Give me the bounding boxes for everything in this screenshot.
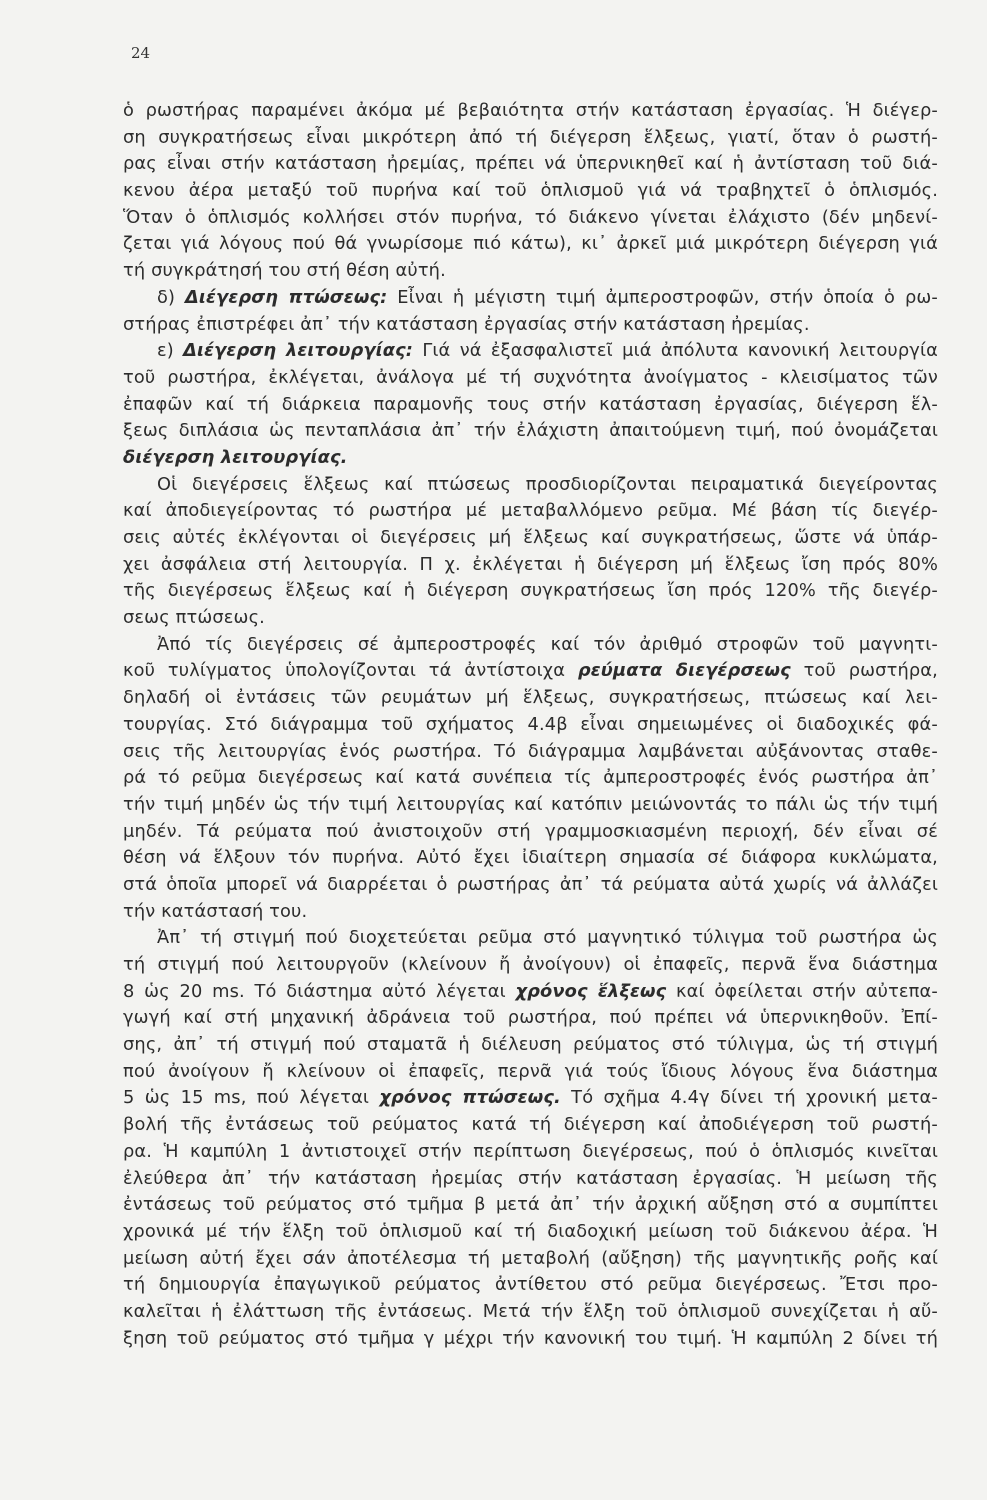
text-run: τουργίας. Στό διάγραμμα τοῦ σχήματος 4.4β εἶναι σημειωμένες οἱ διαδοχικές φά-	[123, 713, 938, 735]
text-run: ἐντάσεως τοῦ ρεύματος στό τμῆμα β μετά ἀπ᾿ τήν ἀρχική αὔξηση στό α συμπίπτει	[123, 1194, 938, 1216]
term-emphasis: χρόνος πτώσεως.	[379, 1087, 561, 1109]
term-emphasis: ρεύματα διεγέρσεως	[577, 660, 791, 682]
text-line	[123, 605, 938, 632]
text-run: πού ἀνοίγουν ἤ κλείνουν οἱ ἐπαφεῖς, περνᾶ γιά τούς ἴδιους λόγους ἕνα διάστημα	[123, 1060, 938, 1082]
text-run: καί ὀφείλεται στήν αὐτεπα-	[666, 980, 938, 1002]
text-line	[123, 685, 938, 712]
text-line	[123, 418, 938, 445]
term-emphasis: Διέγερση πτώσεως:	[185, 286, 388, 308]
text-line	[123, 632, 938, 659]
text-line	[123, 1272, 938, 1299]
text-run: Ἀπ᾿ τή στιγμή πού διοχετεύεται ρεῦμα στό μαγνητικό τύλιγμα τοῦ ρωστήρα ὡς	[157, 927, 938, 949]
text-line	[123, 1166, 938, 1193]
text-line	[123, 151, 938, 178]
text-run: ρά τό ρεῦμα διεγέρσεως καί κατά συνέπεια τίς ἀμπεροστροφές ἑνός ρωστήρα ἀπ᾿	[123, 767, 938, 789]
text-line	[123, 658, 938, 685]
text-run: θέση νά ἕλξουν τόν πυρήνα. Αὐτό ἔχει ἰδιαίτερη σημασία σέ διάφορα κυκλώματα,	[123, 847, 938, 869]
text-run: ὁ ρωστήρας παραμένει ἀκόμα μέ βεβαιότητα στήν κατάσταση ἐργασίας. Ἡ διέγερ-	[123, 100, 938, 121]
text-line	[123, 845, 938, 872]
text-run: στήρας ἐπιστρέφει ἀπ᾿ τήν κατάσταση ἐργασίας στήν κατάσταση ἠρεμίας.	[123, 313, 810, 335]
text-run: καί ἀποδιεγείροντας τό ρωστήρα μέ μεταβαλλόμενο ρεῦμα. Μέ βάση τίς διεγέρ-	[123, 500, 938, 522]
text-line	[123, 338, 938, 365]
text-run: τή στιγμή πού λειτουργοῦν (κλείνουν ἤ ἀνοίγουν) οἱ ἐπαφεῖς, περνᾶ ἕνα διάστημα	[123, 954, 938, 975]
text-run: ἐλεύθερα ἀπ᾿ τήν κατάσταση ἠρεμίας στήν κατάσταση ἐργασίας. Ἡ μείωση τῆς	[123, 1167, 938, 1189]
text-run: Γιά νά ἐξασφαλιστεῖ μιά ἀπόλυτα κανονική λειτουργία	[413, 340, 938, 362]
text-run: Εἶναι ἡ μέγιστη τιμή ἀμπεροστροφῶν, στήν ὁποία ὁ ρω-	[387, 286, 938, 308]
text-line	[123, 952, 938, 979]
text-run: τήν τιμή μηδέν ὡς τήν τιμή λειτουργίας καί κατόπιν μειώνοντάς το πάλι ὡς τήν τιμή	[123, 793, 938, 815]
text-run: σεις αὐτές ἐκλέγονται οἱ διεγέρσεις μή ἕλξεως καί συγκρατήσεως, ὥστε νά ὑπάρ-	[123, 527, 938, 548]
text-line	[123, 899, 938, 926]
text-line	[123, 1085, 938, 1112]
text-run: σης, ἀπ᾿ τή στιγμή πού σταματᾶ ἡ διέλευση ρεύματος στό τύλιγμα, ὡς τή στιγμή	[123, 1034, 938, 1056]
text-line	[123, 1032, 938, 1059]
body-text	[123, 98, 938, 1352]
text-line	[123, 472, 938, 499]
text-line	[123, 712, 938, 739]
text-line	[123, 739, 938, 766]
text-line	[123, 365, 938, 392]
text-run: 8 ὡς 20 ms. Τό διάστημα αὐτό λέγεται	[123, 980, 516, 1002]
text-line	[123, 1299, 938, 1326]
term-emphasis: Διέγερση λειτουργίας:	[183, 340, 414, 362]
text-line	[123, 578, 938, 605]
text-run: ἐπαφῶν καί τή διάρκεια παραμονῆς τους στήν κατάσταση ἐργασίας, διέγερση ἕλ-	[123, 393, 938, 415]
text-run: βολή τῆς ἐντάσεως τοῦ ρεύματος κατά τή διέγερση καί ἀποδιέγερση τοῦ ρωστή-	[123, 1114, 938, 1136]
text-run: τῆς διεγέρσεως ἕλξεως καί ἡ διέγερση συγκρατήσεως ἴση πρός 120% τῆς διεγέρ-	[123, 580, 938, 602]
text-line	[123, 1219, 938, 1246]
text-run: Ἀπό τίς διεγέρσεις σέ ἀμπεροστροφές καί τόν ἀριθμό στροφῶν τοῦ μαγνητι-	[157, 633, 938, 655]
text-run: χρονικά μέ τήν ἕλξη τοῦ ὁπλισμοῦ καί τή διαδοχική μείωση τοῦ διάκενου ἀέρα. Ἡ	[123, 1220, 938, 1242]
text-run: στά ὁποῖα μπορεῖ νά διαρρέεται ὁ ρωστήρας ἀπ᾿ τά ρεύματα αὐτά χωρίς νά ἀλλάζει	[123, 873, 938, 895]
text-line	[123, 1139, 938, 1166]
text-run: γωγή καί στή μηχανική ἀδράνεια τοῦ ρωστήρα, πού πρέπει νά ὑπερνικηθοῦν. Ἐπί-	[123, 1007, 938, 1029]
term-emphasis: διέγερση λειτουργίας.	[123, 446, 348, 468]
text-run: σεως πτώσεως.	[123, 607, 265, 629]
text-run: Ὅταν ὁ ὁπλισμός κολλήσει στόν πυρήνα, τό διάκενο γίνεται ἐλάχιστο (δέν μηδενί-	[123, 206, 938, 228]
text-run: δ)	[157, 286, 186, 308]
text-line	[123, 872, 938, 899]
text-line	[123, 392, 938, 419]
text-run: 5 ὡς 15 ms, πού λέγεται	[123, 1087, 380, 1109]
text-run: μηδέν. Τά ρεύματα πού ἀνιστοιχοῦν στή γραμμοσκιασμένη περιοχή, δέν εἶναι σέ	[123, 820, 938, 842]
text-run: ξηση τοῦ ρεύματος στό τμῆμα γ μέχρι τήν κανονική του τιμή. Ἡ καμπύλη 2 δίνει τή	[123, 1327, 938, 1349]
text-run: τοῦ ρωστήρα, ἐκλέγεται, ἀνάλογα μέ τή συχνότητα ἀνοίγματος - κλεισίματος τῶν	[123, 366, 938, 388]
text-line	[123, 1059, 938, 1086]
text-line	[123, 231, 938, 258]
text-line	[123, 125, 938, 152]
text-run: τοῦ ρωστήρα,	[790, 660, 938, 682]
text-line	[123, 178, 938, 205]
text-run: ρα. Ἡ καμπύλη 1 ἀντιστοιχεῖ στήν περίπτωση διεγέρσεως, πού ὁ ὁπλισμός κινεῖται	[123, 1140, 938, 1162]
term-emphasis: χρόνος ἕλξεως	[515, 980, 667, 1002]
text-run: τή συγκράτησή του στή θέση αὐτή.	[123, 260, 446, 282]
text-run: ζεται γιά λόγους πού θά γνωρίσομε πιό κάτω), κι᾿ ἀρκεῖ μιά μικρότερη διέγερση γιά	[123, 233, 938, 255]
text-run: δηλαδή οἱ ἐντάσεις τῶν ρευμάτων μή ἕλξεως, συγκρατήσεως, πτώσεως καί λει-	[123, 687, 938, 709]
text-line	[123, 765, 938, 792]
text-line	[123, 98, 938, 125]
text-line	[123, 979, 938, 1006]
text-line	[123, 258, 938, 285]
text-line	[123, 1246, 938, 1273]
text-line	[123, 285, 938, 312]
text-run: Οἱ διεγέρσεις ἕλξεως καί πτώσεως προσδιορίζονται πειραματικά διεγείροντας	[157, 473, 938, 495]
text-line	[123, 1192, 938, 1219]
text-line	[123, 312, 938, 339]
text-line	[123, 205, 938, 232]
page-number: 24	[131, 44, 151, 62]
text-run: καλεῖται ἡ ἐλάττωση τῆς ἐντάσεως. Μετά τήν ἕλξη τοῦ ὁπλισμοῦ συνεχίζεται ἡ αὔ-	[123, 1300, 938, 1322]
text-run: τήν κατάστασή του.	[123, 900, 308, 922]
text-run: Τό σχῆμα 4.4γ δίνει τή χρονική μετα-	[560, 1087, 938, 1109]
text-line	[123, 445, 938, 472]
text-run: ξεως διπλάσια ὡς πενταπλάσια ἀπ᾿ τήν ἐλάχιστη ἀπαιτούμενη τιμή, πού ὀνομάζεται	[123, 420, 938, 442]
text-run: κοῦ τυλίγματος ὑπολογίζονται τά ἀντίστοιχα	[123, 660, 578, 682]
text-run: ρας εἶναι στήν κατάσταση ἠρεμίας, πρέπει νά ὑπερνικηθεῖ καί ἡ ἀντίσταση τοῦ διά-	[123, 153, 938, 175]
text-line	[123, 819, 938, 846]
text-run: τή δημιουργία ἐπαγωγικοῦ ρεύματος ἀντίθετου στό ρεῦμα διεγέρσεως. Ἔτσι προ-	[123, 1274, 938, 1296]
text-line	[123, 1326, 938, 1353]
text-run: κενου ἀέρα μεταξύ τοῦ πυρήνα καί τοῦ ὁπλισμοῦ γιά νά τραβηχτεῖ ὁ ὁπλισμός.	[123, 180, 938, 202]
text-line	[123, 525, 938, 552]
text-run: χει ἀσφάλεια στή λειτουργία. Π χ. ἐκλέγεται ἡ διέγερση μή ἕλξεως ἴση πρός 80%	[123, 553, 938, 575]
text-line	[123, 792, 938, 819]
text-run: μείωση αὐτή ἔχει σάν ἀποτέλεσμα τή μεταβολή (αὔξηση) τῆς μαγνητικῆς ροῆς καί	[123, 1247, 938, 1269]
text-line	[123, 1112, 938, 1139]
text-run: ση συγκρατήσεως εἶναι μικρότερη ἀπό τή διέγερση ἕλξεως, γιατί, ὅταν ὁ ρωστή-	[123, 126, 938, 148]
text-line	[123, 925, 938, 952]
text-line	[123, 552, 938, 579]
text-run: ε)	[157, 340, 184, 362]
text-run: σεις τῆς λειτουργίας ἑνός ρωστήρα. Τό διάγραμμα λαμβάνεται αὐξάνοντας σταθε-	[123, 740, 938, 762]
text-line	[123, 498, 938, 525]
text-line	[123, 1005, 938, 1032]
